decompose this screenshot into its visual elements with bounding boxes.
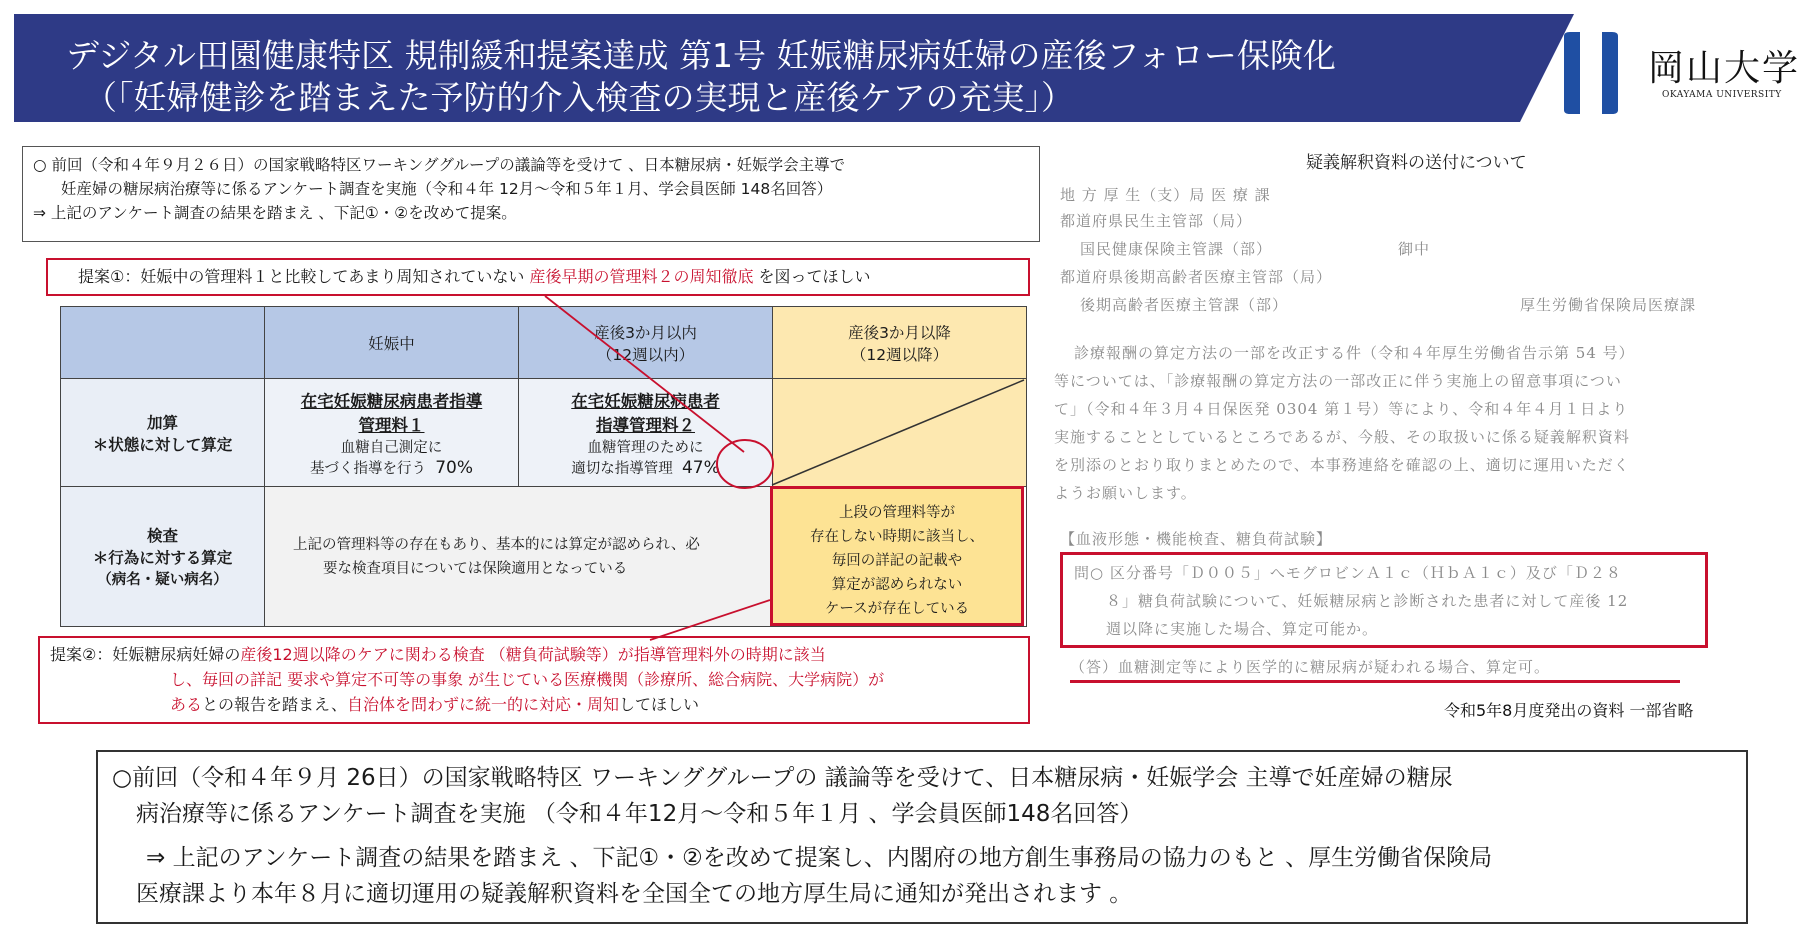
proposal-1-prefix: 提案①：妊娠中の管理料１と比較してあまり周知されていない bbox=[78, 267, 530, 286]
proposal-1-highlight: 産後早期の管理料２の周知徹底 bbox=[529, 267, 754, 286]
doc-addr4: 都道府県後期高齢者医療主管部（局） bbox=[1060, 268, 1333, 286]
doc-body1: 診療報酬の算定方法の一部を改正する件（令和４年厚生労働省告示第 54 号） bbox=[1074, 344, 1635, 362]
doc-addr3-b: 御中 bbox=[1398, 240, 1431, 258]
col-header-within-3m: 産後3か月以内 （12週以内） bbox=[519, 307, 773, 379]
answer-underline bbox=[1070, 680, 1680, 683]
doc-body3: て」（令和４年３月４日保医発 0304 第１号）等により、令和４年４月１日より bbox=[1054, 400, 1629, 418]
bottom-line2: 病治療等に係るアンケート調査を実施 （令和４年12月〜令和５年１月 、学会員医師148名回答） bbox=[136, 801, 1143, 827]
summary-line3: ⇒ 上記のアンケート調査の結果を踏まえ 、下記①・②を改めて提案。 bbox=[33, 204, 517, 222]
col-header-after-3m: 産後3か月以降 （12週以降） bbox=[773, 307, 1027, 379]
doc-note: 令和5年8月度発出の資料 一部省略 bbox=[1444, 701, 1694, 720]
summary-line2: 妊産婦の糖尿病治療等に係るアンケート調査を実施（令和４年 12月〜令和５年１月、学会員医師 148名回答） bbox=[61, 180, 833, 198]
doc-body2: 等については、「診療報酬の算定方法の一部改正に伴う実施上の留意事項につい bbox=[1054, 372, 1622, 390]
doc-addr3: 国民健康保険主管課（部） bbox=[1080, 240, 1273, 258]
university-name-en: OKAYAMA UNIVERSITY bbox=[1662, 90, 1782, 100]
summary-line1: ○ 前回（令和４年９月２６日）の国家戦略特区ワーキンググループの議論等を受けて 、日本糖尿病・妊娠学会主導で bbox=[33, 156, 846, 174]
doc-q1: 問○ 区分番号「Ｄ００５」へモグロビンＡ１ｃ（ＨｂＡ１ｃ）及び「Ｄ２８ bbox=[1074, 564, 1622, 582]
test-description-cell: 上記の管理料等の存在もあり、基本的には算定が認められ、必 要な検査項目については保険適用となっている bbox=[265, 487, 773, 627]
doc-addr2: 都道府県民生主管部（局） bbox=[1060, 212, 1253, 230]
doc-sender: 厚生労働省保険局医療課 bbox=[1520, 296, 1697, 314]
bottom-line1: ○前回（令和４年９月 26日）の国家戦略特区 ワーキンググループの 議論等を受けて、日本糖尿病・妊娠学会 主導で妊産婦の糖尿 bbox=[112, 765, 1453, 791]
proposal-1-suffix: を図ってほしい bbox=[753, 267, 871, 286]
doc-body6: ようお願いします。 bbox=[1054, 484, 1197, 502]
fee2-cell: 在宅妊娠糖尿病患者 指導管理料２ 血糖管理のために 適切な指導管理 47% bbox=[519, 379, 773, 487]
doc-q2: ８」糖負荷試験について、妊娠糖尿病と診断された患者に対して産後 12 bbox=[1106, 592, 1629, 610]
doc-addr1: 地 方 厚 生（支）局 医 療 課 bbox=[1060, 186, 1271, 204]
highlight-issue-box: 上段の管理料等が 存在しない時期に該当し、 毎回の詳記の記載や 算定が認められない ケースが存在している bbox=[770, 486, 1024, 626]
proposal-2-box: 提案②：妊娠糖尿病妊婦の産後12週以降のケアに関わる検査 （糖負荷試験等）が指導管理料外の時期に該当 し、毎回の詳記 要求や算定不可等の事象 が生じている医療機関（診療所、総合病院、大学病院）が あるとの報告を踏まえ、自治体を問わずに統一的に対応・周知してほしい bbox=[38, 636, 1030, 724]
doc-addr5: 後期高齢者医療主管課（部） bbox=[1080, 296, 1289, 314]
bottom-summary-box bbox=[96, 750, 1748, 924]
doc-section: 【血液形態・機能検査、糖負荷試験】 bbox=[1060, 530, 1333, 548]
fee1-percent: 70% bbox=[435, 457, 473, 478]
bottom-line4: 医療課より本年８月に適切運用の疑義解釈資料を全国全ての地方厚生局に通知が発出されます 。 bbox=[136, 881, 1133, 907]
document-title: 疑義解釈資料の送付について bbox=[1306, 153, 1527, 173]
row-header-test: 検査 ＊行為に対する算定 （病名・疑い病名） bbox=[61, 487, 265, 627]
col-header-pregnancy: 妊娠中 bbox=[265, 307, 519, 379]
university-name-jp: 岡山大学 bbox=[1648, 48, 1801, 89]
page-title-line2: （「妊婦健診を踏まえた予防的介入検査の実現と産後ケアの充実」） bbox=[84, 78, 1074, 117]
fee2-percent: 47% bbox=[681, 457, 720, 478]
bottom-line3: ⇒ 上記のアンケート調査の結果を踏まえ 、下記①・②を改めて提案し、内閣府の地方創生事務局の協力のもと 、厚生労働省保険局 bbox=[146, 845, 1493, 871]
doc-answer: （答）血糖測定等により医学的に糖尿病が疑われる場合、算定可。 bbox=[1070, 658, 1551, 676]
doc-q3: 週以降に実施した場合、算定可能か。 bbox=[1106, 620, 1379, 638]
fee1-cell: 在宅妊娠糖尿病患者指導 管理料１ 血糖自己測定に 基づく指導を行う 70% bbox=[265, 379, 519, 487]
page-title-line1: デジタル田園健康特区 規制緩和提案達成 第1号 妊娠糖尿病妊婦の産後フォロー保険化 bbox=[66, 36, 1336, 75]
row-header-add: 加算 ＊状態に対して算定 bbox=[61, 379, 265, 487]
doc-body5: を別添のとおり取りまとめたので、本事務連絡を確認の上、適切に運用いただく bbox=[1054, 456, 1630, 474]
doc-body4: 実施することとしているところであるが、今般、その取扱いに係る疑義解釈資料 bbox=[1054, 428, 1630, 446]
